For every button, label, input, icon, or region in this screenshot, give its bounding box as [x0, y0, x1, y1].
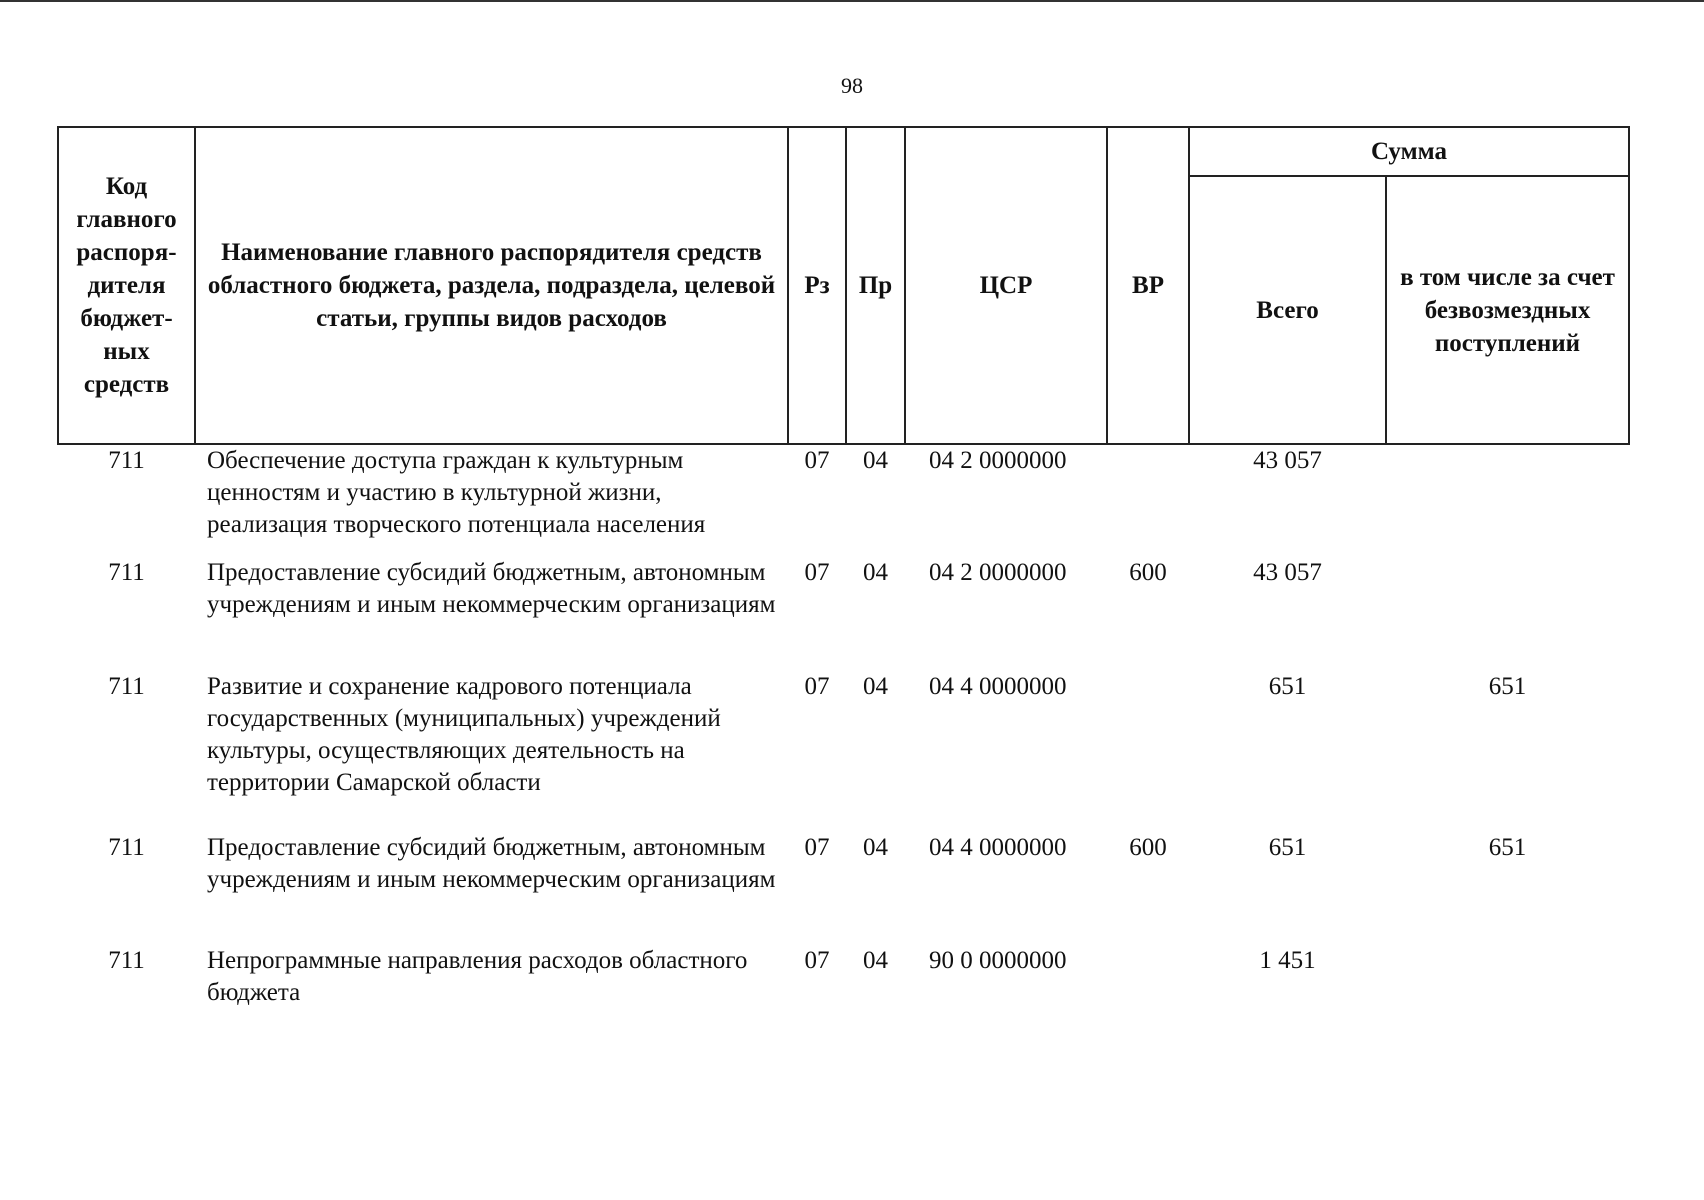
- cell-pr: 04: [863, 673, 888, 700]
- cell-vr: [1107, 945, 1189, 1025]
- budget-table: [57, 126, 1630, 1025]
- cell-rz: 07: [804, 947, 830, 974]
- cell-vr: [1107, 671, 1189, 832]
- table-row: [58, 444, 1629, 557]
- cell-code: 711: [108, 834, 145, 861]
- header-csr: ЦСР: [905, 127, 1107, 444]
- header-pr: Пр: [846, 127, 905, 444]
- cell-total: 651: [1268, 673, 1307, 700]
- cell-total: 43 057: [1253, 559, 1322, 586]
- cell-code: 711: [108, 447, 145, 474]
- header-total: Всего: [1189, 176, 1386, 444]
- cell-code: 711: [108, 673, 145, 700]
- cell-vr: 600: [1129, 834, 1167, 861]
- top-rule: [0, 0, 1704, 2]
- cell-vr: 600: [1129, 559, 1167, 586]
- cell-code: 711: [108, 947, 145, 974]
- header-vr: ВР: [1107, 127, 1189, 444]
- cell-rz: 07: [804, 447, 830, 474]
- cell-csr: 04 4 0000000: [929, 834, 1067, 861]
- cell-pr: 04: [863, 559, 888, 586]
- cell-pr: 04: [863, 447, 888, 474]
- cell-csr: 04 4 0000000: [929, 673, 1067, 700]
- cell-code: 711: [108, 559, 145, 586]
- cell-rz: 07: [804, 559, 830, 586]
- header-rz: Рз: [788, 127, 846, 444]
- cell-total: 651: [1268, 834, 1307, 861]
- cell-vr: [1107, 444, 1189, 557]
- page-number: 98: [841, 73, 863, 98]
- header-code: Код главного распоря-дителя бюджет-ных средств: [58, 127, 195, 444]
- header-free: в том числе за счет безвозмездных поступлений: [1386, 176, 1629, 444]
- table-body: [58, 444, 1629, 1025]
- cell-pr: 04: [863, 834, 888, 861]
- table-row: [58, 671, 1629, 832]
- header-sum: Сумма: [1189, 127, 1629, 176]
- cell-total: 1 451: [1259, 947, 1316, 974]
- cell-free: 651: [1488, 834, 1527, 861]
- cell-name: Предоставление субсидий бюджетным, автономным учреждениям и иным некоммерческим организациям: [207, 834, 776, 893]
- cell-free: [1386, 557, 1629, 671]
- cell-rz: 07: [804, 673, 830, 700]
- cell-name: Развитие и сохранение кадрового потенциала государственных (муниципальных) учреждений культуры, осуществляющих деятельность на территории Самарской области: [207, 673, 721, 796]
- cell-free: [1386, 444, 1629, 557]
- cell-pr: 04: [863, 947, 888, 974]
- cell-name: Предоставление субсидий бюджетным, автономным учреждениям и иным некоммерческим организациям: [207, 559, 776, 618]
- cell-name: Обеспечение доступа граждан к культурным ценностям и участию в культурной жизни, реализация творческого потенциала населения: [207, 447, 706, 538]
- cell-name: Непрограммные направления расходов областного бюджета: [207, 947, 748, 1006]
- table-row: [58, 832, 1629, 945]
- table-row: [58, 557, 1629, 671]
- cell-csr: 04 2 0000000: [929, 559, 1067, 586]
- cell-total: 43 057: [1253, 447, 1322, 474]
- cell-free: [1386, 945, 1629, 1025]
- cell-rz: 07: [804, 834, 830, 861]
- cell-csr: 90 0 0000000: [929, 947, 1067, 974]
- header-name: Наименование главного распорядителя средств областного бюджета, раздела, подраздела, целевой статьи, группы видов расходов: [195, 127, 788, 444]
- table-row: [58, 945, 1629, 1025]
- cell-csr: 04 2 0000000: [929, 447, 1067, 474]
- cell-free: 651: [1488, 673, 1527, 700]
